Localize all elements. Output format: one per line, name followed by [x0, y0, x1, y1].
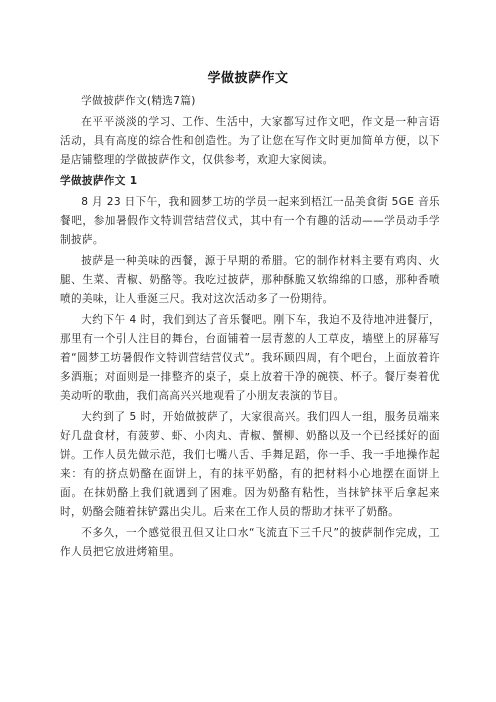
document-title: 学做披萨作文	[207, 71, 289, 86]
body-paragraph: 8 月 23 日下午，我和圆梦工坊的学员一起来到梧江一品美食街 5GE 音乐餐吧，参加暑假作文特训营结营仪式，其中有一个有趣的活动——学员动手学制披萨。	[60, 196, 440, 246]
subtitle-paragraph: 学做披萨作文(精选7篇)	[81, 95, 196, 107]
intro-paragraph: 在平平淡淡的学习、工作、生活中，大家都写过作文吧，作文是一种言语活动，具有高度的综合性和创造性。为了让您在写作文时更加简单方便，以下是店铺整理的学做披萨作文，仅供参考，欢迎大家阅读。	[60, 116, 440, 166]
body-paragraph: 披萨是一种美味的西餐，源于早期的希腊。它的制作材料主要有鸡肉、火腿、生菜、青椒、奶酪等。我吃过披萨，那种酥脆又软绵绵的口感，那种香喷喷的美味，让人垂涎三尺。我对这次活动多了一份期待。	[60, 255, 440, 305]
body-paragraph: 大约下午 4 时，我们到达了音乐餐吧。刚下车，我迫不及待地冲进餐厅，那里有一个引人注目的舞台，台面铺着一层青葱的人工草皮，墙壁上的屏幕写着“圆梦工坊暑假作文特训营结营仪式”。我环顾四周，有个吧台，上面放着许多酒瓶；对面则是一排整齐的桌子，桌上放着干净的碗筷、杯子。餐厅奏着优美动听的歌曲，我们高高兴兴地观看了小朋友表演的节目。	[60, 314, 440, 402]
section-heading: 学做披萨作文 1	[60, 175, 138, 187]
body-paragraph: 不多久，一个感觉很丑但又让口水“飞流直下三千尺”的披萨制作完成，工作人员把它放进烤箱里。	[60, 527, 440, 558]
document-body	[60, 92, 440, 564]
body-paragraph: 大约到了 5 时，开始做披萨了，大家很高兴。我们四人一组，服务员端来好几盘食材，有菠萝、虾、小肉丸、青椒、蟹柳、奶酪以及一个已经揉好的面饼。工作人员先做示范，我们七嘴八舌、手舞足蹈，你一手、我一手地操作起来：有的挤点奶酪在面饼上，有的抹平奶酪，有的把材料小心地摆在面饼上面。在抹奶酪上我们就遇到了困难。因为奶酪有粘性，当抹铲抹平后拿起来时，奶酪会随着抹铲露出尖儿。后来在工作人员的帮助才抹平了奶酪。	[60, 411, 440, 518]
